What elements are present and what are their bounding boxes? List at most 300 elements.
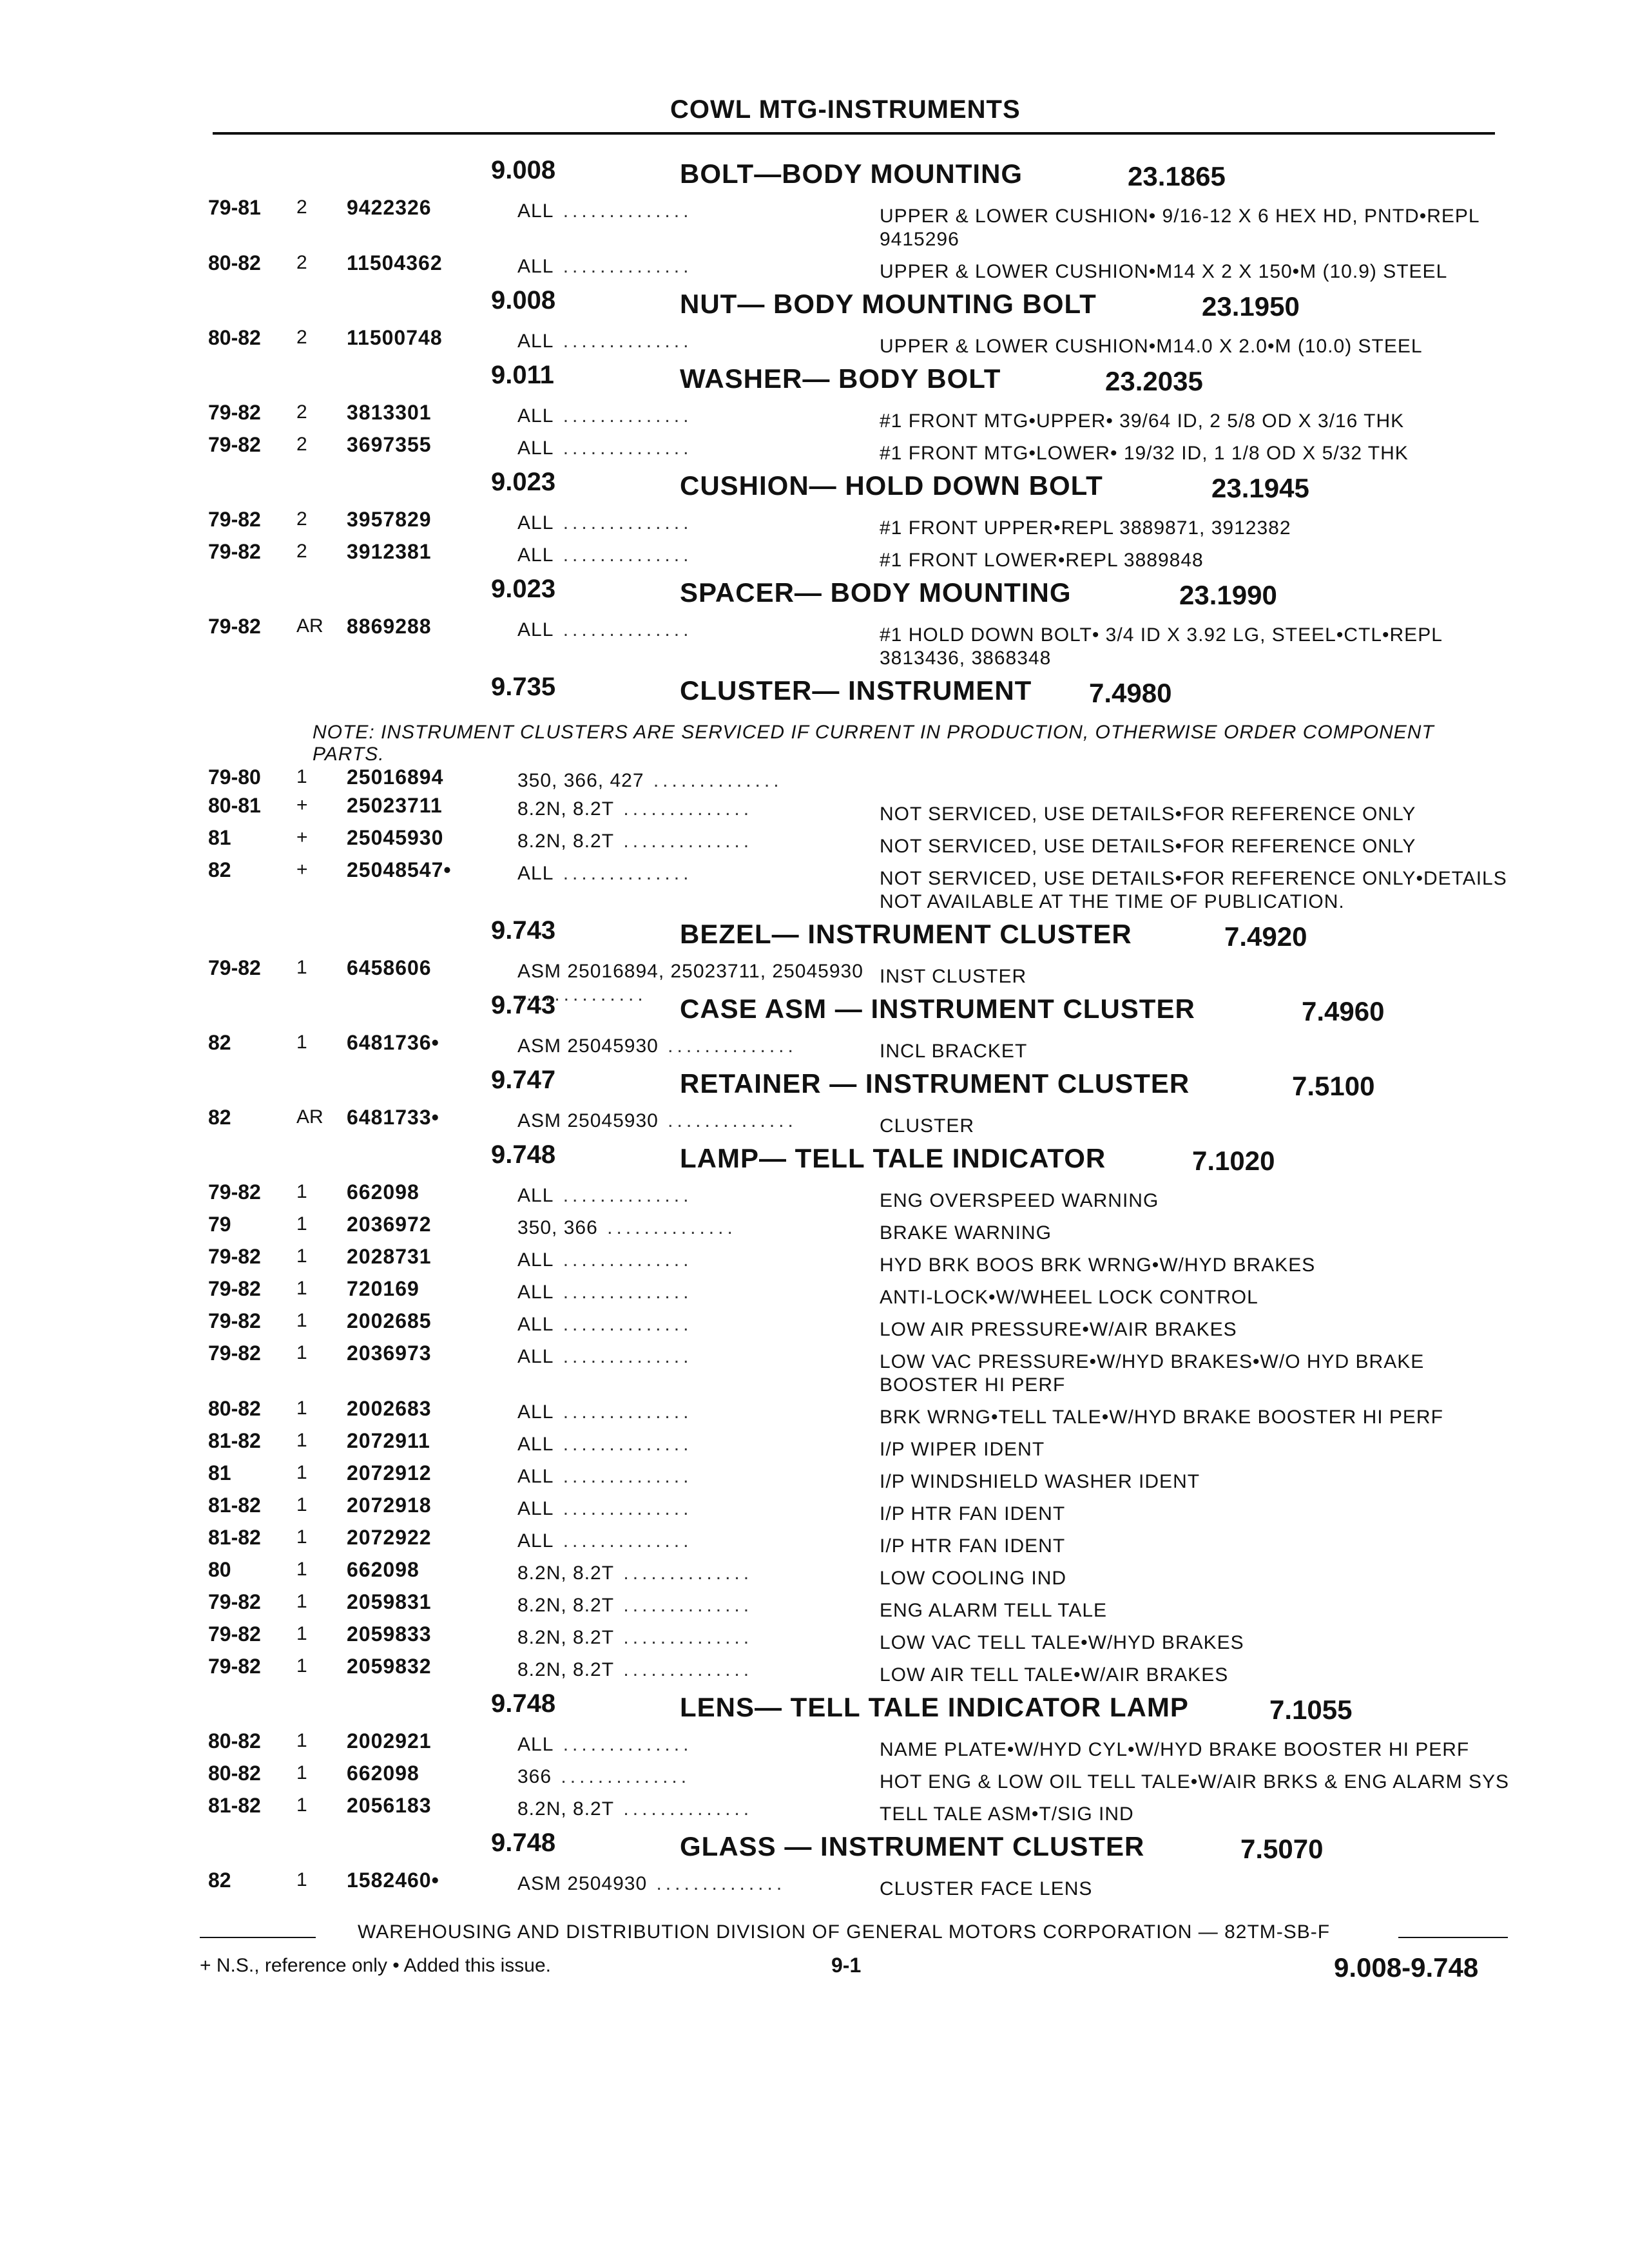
quantity: 1 <box>296 1869 307 1890</box>
application: ALL <box>517 619 554 640</box>
part-number: 662098 <box>347 1558 419 1581</box>
quantity: 2 <box>296 541 307 562</box>
application: ALL <box>517 1498 554 1519</box>
leader-dots: .............. <box>554 1434 693 1455</box>
section-header <box>0 1139 1629 1180</box>
year-range: 79-82 <box>208 433 261 456</box>
description: ANTI-LOCK•W/WHEEL LOCK CONTROL <box>880 1287 1258 1308</box>
section-header <box>0 915 1629 956</box>
application: ALL <box>517 1282 554 1303</box>
application-cell <box>517 255 865 278</box>
leader-dots: .............. <box>554 1466 693 1487</box>
part-row <box>0 1869 1629 1901</box>
application: ALL <box>517 1734 554 1755</box>
group-number: 9.008 <box>491 286 556 314</box>
description: I/P WIPER IDENT <box>880 1439 1045 1460</box>
part-number: 662098 <box>347 1180 419 1204</box>
part-number: 2002683 <box>347 1397 432 1420</box>
year-range: 82 <box>208 1106 231 1129</box>
part-number: 2036972 <box>347 1213 432 1236</box>
part-row <box>0 794 1629 826</box>
part-row <box>0 1622 1629 1655</box>
part-number: 3813301 <box>347 401 432 424</box>
part-number: 3697355 <box>347 433 432 456</box>
description: NAME PLATE•W/HYD CYL•W/HYD BRAKE BOOSTER HI PERF <box>880 1739 1470 1760</box>
year-range: 79-82 <box>208 1277 261 1300</box>
application: 8.2N, 8.2T <box>517 1627 615 1648</box>
quantity: 2 <box>296 327 307 348</box>
group-number: 9.743 <box>491 916 556 945</box>
quantity: 1 <box>296 1342 307 1363</box>
description: I/P HTR FAN IDENT <box>880 1535 1066 1557</box>
application-cell <box>517 1497 865 1521</box>
section-code: 23.1950 <box>1202 291 1300 322</box>
leader-dots: .............. <box>614 1562 753 1584</box>
footer-legend: + N.S., reference only • Added this issue. <box>200 1955 551 1976</box>
application-cell <box>517 1872 865 1896</box>
part-row <box>0 540 1629 572</box>
quantity: + <box>296 827 308 848</box>
application-cell <box>517 1433 865 1456</box>
group-number: 9.748 <box>491 1689 556 1718</box>
application: 366 <box>517 1766 552 1787</box>
part-row <box>0 401 1629 433</box>
part-row <box>0 1429 1629 1461</box>
year-range: 79-82 <box>208 508 261 531</box>
application: ALL <box>517 1401 554 1423</box>
year-range: 81-82 <box>208 1494 261 1517</box>
section-header <box>0 990 1629 1031</box>
application-cell <box>517 1249 865 1272</box>
part-row <box>0 1341 1629 1397</box>
leader-dots: .............. <box>554 512 693 533</box>
application-cell <box>517 1345 865 1369</box>
application: ALL <box>517 863 554 884</box>
application-cell <box>517 1765 865 1789</box>
application: ALL <box>517 1185 554 1206</box>
application: ASM 2504930 <box>517 1873 648 1894</box>
application-cell <box>517 544 865 567</box>
part-number: 2072911 <box>347 1429 430 1452</box>
description: INST CLUSTER <box>880 966 1027 987</box>
application-cell <box>517 1313 865 1336</box>
application-cell <box>517 1530 865 1553</box>
leader-dots: .............. <box>554 1346 693 1367</box>
group-number: 9.023 <box>491 575 556 603</box>
section-header <box>0 466 1629 508</box>
year-range: 79-82 <box>208 1309 261 1332</box>
part-row <box>0 1245 1629 1277</box>
leader-dots: .............. <box>614 1595 753 1616</box>
leader-dots: .............. <box>658 1110 797 1131</box>
quantity: 1 <box>296 1213 307 1235</box>
application-cell <box>517 330 865 353</box>
application: ASM 25045930 <box>517 1035 659 1057</box>
application: ALL <box>517 544 554 566</box>
description: HYD BRK BOOS BRK WRNG•W/HYD BRAKES <box>880 1254 1316 1276</box>
year-range: 79-82 <box>208 956 261 979</box>
application-cell <box>517 862 865 885</box>
application-cell <box>517 1658 865 1682</box>
part-row <box>0 433 1629 465</box>
description: I/P WINDSHIELD WASHER IDENT <box>880 1471 1200 1492</box>
part-row <box>0 1461 1629 1494</box>
part-row <box>0 1655 1629 1687</box>
part-number: 25023711 <box>347 794 443 817</box>
year-range: 80-82 <box>208 251 261 274</box>
part-row <box>0 1277 1629 1309</box>
description: BRAKE WARNING <box>880 1222 1052 1244</box>
leader-dots: .............. <box>614 1659 753 1680</box>
description: ENG OVERSPEED WARNING <box>880 1190 1159 1211</box>
application-cell <box>517 512 865 535</box>
quantity: 1 <box>296 1310 307 1331</box>
section-header <box>0 155 1629 196</box>
part-number: 2072912 <box>347 1461 432 1485</box>
year-range: 80-82 <box>208 326 261 349</box>
section-title: SPACER— BODY MOUNTING <box>680 577 1072 608</box>
application-cell <box>517 1216 865 1240</box>
quantity: 1 <box>296 1730 307 1751</box>
quantity: 1 <box>296 1655 307 1677</box>
section-header <box>0 1688 1629 1729</box>
year-range: 81-82 <box>208 1526 261 1549</box>
leader-dots: .............. <box>554 1314 693 1335</box>
section-spacer <box>0 1901 1629 1902</box>
leader-dots: .............. <box>647 1873 786 1894</box>
part-number: 2072918 <box>347 1494 432 1517</box>
year-range: 79-80 <box>208 765 261 789</box>
application-cell <box>517 1035 865 1058</box>
section-code: 7.4960 <box>1302 996 1385 1026</box>
page-title: COWL MTG-INSTRUMENTS <box>670 95 1021 124</box>
group-number: 9.748 <box>491 1829 556 1857</box>
description: #1 FRONT UPPER•REPL 3889871, 3912382 <box>880 517 1291 539</box>
quantity: 1 <box>296 1181 307 1202</box>
year-range: 81 <box>208 1461 231 1485</box>
group-number: 9.023 <box>491 468 556 496</box>
quantity: 1 <box>296 1462 307 1483</box>
application: 8.2N, 8.2T <box>517 1798 615 1820</box>
part-number: 2072922 <box>347 1526 432 1549</box>
description: BRK WRNG•TELL TALE•W/HYD BRAKE BOOSTER HI PERF <box>880 1407 1443 1428</box>
section-code: 7.5100 <box>1292 1071 1375 1101</box>
description: NOT SERVICED, USE DETAILS•FOR REFERENCE ONLY <box>880 803 1416 825</box>
application-cell <box>517 1626 865 1649</box>
part-row <box>0 826 1629 858</box>
description: HOT ENG & LOW OIL TELL TALE•W/AIR BRKS & ENG ALARM SYS <box>880 1771 1509 1792</box>
application: ALL <box>517 512 554 533</box>
quantity: 1 <box>296 1278 307 1299</box>
application: 8.2N, 8.2T <box>517 1659 615 1680</box>
description: #1 FRONT MTG•LOWER• 19/32 ID, 1 1/8 OD X 5/32 THK <box>880 443 1409 464</box>
leader-dots: .............. <box>658 1035 797 1057</box>
application: 350, 366 <box>517 1217 598 1238</box>
part-row <box>0 1031 1629 1063</box>
quantity: 1 <box>296 1398 307 1419</box>
leader-dots: .............. <box>614 1627 753 1648</box>
application: ALL <box>517 1249 554 1271</box>
section-header <box>0 285 1629 326</box>
part-number: 6481736• <box>347 1031 439 1054</box>
part-row <box>0 1397 1629 1429</box>
part-row <box>0 1729 1629 1762</box>
part-number: 662098 <box>347 1762 419 1785</box>
part-row <box>0 1494 1629 1526</box>
year-range: 82 <box>208 858 231 881</box>
section-code: 7.5070 <box>1240 1834 1324 1864</box>
quantity: 2 <box>296 252 307 273</box>
section-title: NUT— BODY MOUNTING BOLT <box>680 289 1097 319</box>
application: ALL <box>517 437 554 459</box>
part-number: 3957829 <box>347 508 432 531</box>
quantity: 1 <box>296 1794 307 1816</box>
description: NOT SERVICED, USE DETAILS•FOR REFERENCE ONLY <box>880 836 1416 857</box>
description: LOW VAC PRESSURE•W/HYD BRAKES•W/O HYD BRAKE BOOSTER HI PERF <box>880 1351 1425 1396</box>
part-number: 25045930 <box>347 826 444 849</box>
year-range: 81-82 <box>208 1429 261 1452</box>
quantity: + <box>296 794 308 816</box>
section-code: 7.4980 <box>1089 678 1172 708</box>
year-range: 79-82 <box>208 401 261 424</box>
application-cell <box>517 437 865 460</box>
part-row <box>0 1180 1629 1213</box>
description: UPPER & LOWER CUSHION•M14.0 X 2.0•M (10.0) STEEL <box>880 336 1423 357</box>
section-title: GLASS — INSTRUMENT CLUSTER <box>680 1831 1145 1861</box>
application-cell <box>517 1733 865 1756</box>
application-cell <box>517 1401 865 1424</box>
section-code: 23.2035 <box>1105 366 1203 396</box>
leader-dots: .............. <box>517 984 647 1005</box>
application: ASM 25016894, 25023711, 25045930 <box>517 961 863 982</box>
part-number: 25016894 <box>347 765 444 789</box>
application-cell <box>517 1281 865 1304</box>
quantity: 1 <box>296 957 307 978</box>
leader-dots: .............. <box>554 1401 693 1423</box>
part-row <box>0 1106 1629 1138</box>
leader-dots: .............. <box>554 1734 693 1755</box>
section-title: CUSHION— HOLD DOWN BOLT <box>680 470 1103 501</box>
leader-dots: .............. <box>554 256 693 277</box>
section-header <box>0 1827 1629 1869</box>
year-range: 80-81 <box>208 794 261 817</box>
year-range: 79-81 <box>208 196 261 219</box>
description: #1 FRONT LOWER•REPL 3889848 <box>880 550 1204 571</box>
part-row <box>0 1762 1629 1794</box>
leader-dots: .............. <box>554 405 693 427</box>
description <box>880 765 1524 774</box>
section-title: BOLT—BODY MOUNTING <box>680 159 1023 189</box>
section-header <box>0 573 1629 615</box>
description: ENG ALARM TELL TALE <box>880 1600 1108 1621</box>
description: INCL BRACKET <box>880 1041 1028 1062</box>
leader-dots: .............. <box>554 1249 693 1271</box>
part-number: 2002685 <box>347 1309 432 1332</box>
part-row <box>0 1213 1629 1245</box>
application-cell <box>517 798 865 821</box>
section-code: 7.1055 <box>1269 1695 1353 1725</box>
part-row <box>0 1590 1629 1622</box>
quantity: 1 <box>296 1430 307 1451</box>
quantity: 1 <box>296 766 307 787</box>
part-number: 1582460• <box>347 1869 439 1892</box>
part-number: 2002921 <box>347 1729 432 1753</box>
part-row <box>0 196 1629 251</box>
quantity: 2 <box>296 508 307 530</box>
leader-dots: .............. <box>597 1217 737 1238</box>
application-cell <box>517 830 865 853</box>
part-row <box>0 508 1629 540</box>
description: #1 HOLD DOWN BOLT• 3/4 ID X 3.92 LG, STEEL•CTL•REPL 3813436, 3868348 <box>880 624 1442 669</box>
leader-dots: .............. <box>614 831 753 852</box>
application: 8.2N, 8.2T <box>517 1562 615 1584</box>
section-header <box>0 671 1629 713</box>
part-number: 9422326 <box>347 196 432 219</box>
section-title: BEZEL— INSTRUMENT CLUSTER <box>680 919 1132 949</box>
section-title: CASE ASM — INSTRUMENT CLUSTER <box>680 994 1195 1024</box>
part-row <box>0 765 1629 794</box>
part-number: 6481733• <box>347 1106 439 1129</box>
quantity: 2 <box>296 401 307 423</box>
year-range: 82 <box>208 1869 231 1892</box>
part-number: 25048547• <box>347 858 452 881</box>
part-number: 2056183 <box>347 1794 432 1817</box>
part-number: 2059831 <box>347 1590 432 1613</box>
parts-list <box>0 155 1629 1902</box>
quantity: 1 <box>296 1623 307 1644</box>
section-code: 23.1990 <box>1179 580 1277 610</box>
quantity: 1 <box>296 1762 307 1783</box>
description: CLUSTER <box>880 1115 975 1137</box>
application: ALL <box>517 200 554 222</box>
part-number: 6458606 <box>347 956 432 979</box>
part-row <box>0 615 1629 670</box>
part-number: 11504362 <box>347 251 443 274</box>
section-title: RETAINER — INSTRUMENT CLUSTER <box>680 1068 1190 1099</box>
leader-dots: .............. <box>552 1766 691 1787</box>
year-range: 79-82 <box>208 1245 261 1268</box>
section-title: WASHER— BODY BOLT <box>680 363 1001 394</box>
quantity: 2 <box>296 197 307 218</box>
application: ALL <box>517 1434 554 1455</box>
application-cell <box>517 769 865 793</box>
year-range: 80-82 <box>208 1762 261 1785</box>
quantity: 1 <box>296 1526 307 1548</box>
application: 8.2N, 8.2T <box>517 1595 615 1616</box>
section-title: CLUSTER— INSTRUMENT <box>680 675 1032 706</box>
application: ALL <box>517 1530 554 1552</box>
page-number: 9-1 <box>831 1954 862 1977</box>
part-number: 11500748 <box>347 326 443 349</box>
part-row <box>0 858 1629 914</box>
part-row <box>0 326 1629 358</box>
quantity: 1 <box>296 1245 307 1267</box>
part-number: 720169 <box>347 1277 419 1300</box>
part-row <box>0 1309 1629 1341</box>
description: LOW AIR TELL TALE•W/AIR BRAKES <box>880 1664 1229 1686</box>
section-code: 7.4920 <box>1224 921 1307 952</box>
application: ALL <box>517 1466 554 1487</box>
footer-rule-left <box>200 1937 316 1938</box>
year-range: 79 <box>208 1213 231 1236</box>
application-cell <box>517 1465 865 1488</box>
year-range: 79-82 <box>208 1180 261 1204</box>
application-cell <box>517 619 865 642</box>
part-row <box>0 1794 1629 1826</box>
group-number: 9.747 <box>491 1066 556 1094</box>
leader-dots: .............. <box>554 1498 693 1519</box>
quantity: + <box>296 859 308 880</box>
part-number: 3912381 <box>347 540 432 563</box>
page-range: 9.008-9.748 <box>1334 1952 1479 1983</box>
year-range: 80-82 <box>208 1397 261 1420</box>
section-code: 23.1945 <box>1211 473 1309 503</box>
description: NOT SERVICED, USE DETAILS•FOR REFERENCE ONLY•DETAILS NOT AVAILABLE AT THE TIME OF PUBLICATION. <box>880 868 1507 912</box>
description: LOW AIR PRESSURE•W/AIR BRAKES <box>880 1319 1237 1340</box>
description: LOW COOLING IND <box>880 1568 1067 1589</box>
section-title: LENS— TELL TALE INDICATOR LAMP <box>680 1692 1189 1722</box>
application-cell <box>517 1110 865 1133</box>
section-title: LAMP— TELL TALE INDICATOR <box>680 1143 1106 1173</box>
part-number: 2036973 <box>347 1341 432 1365</box>
year-range: 79-82 <box>208 1590 261 1613</box>
application: 8.2N, 8.2T <box>517 831 615 852</box>
application: ALL <box>517 1346 554 1367</box>
application-cell <box>517 405 865 428</box>
leader-dots: .............. <box>614 1798 753 1820</box>
description: UPPER & LOWER CUSHION•M14 X 2 X 150•M (10.9) STEEL <box>880 261 1448 282</box>
application: ALL <box>517 331 554 352</box>
part-row <box>0 251 1629 284</box>
application-cell <box>517 1798 865 1821</box>
leader-dots: .............. <box>554 200 693 222</box>
leader-dots: .............. <box>554 331 693 352</box>
description: LOW VAC TELL TALE•W/HYD BRAKES <box>880 1632 1244 1653</box>
description: I/P HTR FAN IDENT <box>880 1503 1066 1524</box>
year-range: 79-82 <box>208 615 261 638</box>
year-range: 81 <box>208 826 231 849</box>
leader-dots: .............. <box>554 1185 693 1206</box>
quantity: AR <box>296 615 323 637</box>
application: ALL <box>517 1314 554 1335</box>
quantity: 1 <box>296 1032 307 1053</box>
part-number: 2028731 <box>347 1245 432 1268</box>
description: TELL TALE ASM•T/SIG IND <box>880 1803 1134 1825</box>
application: ASM 25045930 <box>517 1110 659 1131</box>
year-range: 79-82 <box>208 1341 261 1365</box>
application-cell <box>517 1184 865 1207</box>
application-cell <box>517 200 865 223</box>
year-range: 79-82 <box>208 540 261 563</box>
year-range: 80 <box>208 1558 231 1581</box>
group-number: 9.735 <box>491 673 556 701</box>
part-number: 2059833 <box>347 1622 432 1646</box>
application: 8.2N, 8.2T <box>517 798 615 820</box>
leader-dots: .............. <box>554 437 693 459</box>
quantity: 2 <box>296 434 307 455</box>
description: #1 FRONT MTG•UPPER• 39/64 ID, 2 5/8 OD X 3/16 THK <box>880 410 1405 432</box>
application: ALL <box>517 405 554 427</box>
quantity: 1 <box>296 1494 307 1515</box>
leader-dots: .............. <box>554 863 693 884</box>
description: CLUSTER FACE LENS <box>880 1878 1093 1899</box>
group-number: 9.743 <box>491 991 556 1019</box>
description: UPPER & LOWER CUSHION• 9/16-12 X 6 HEX HD, PNTD•REPL 9415296 <box>880 206 1480 250</box>
leader-dots: .............. <box>614 798 753 820</box>
section-code: 7.1020 <box>1192 1146 1275 1176</box>
leader-dots: .............. <box>554 544 693 566</box>
application: ALL <box>517 256 554 277</box>
